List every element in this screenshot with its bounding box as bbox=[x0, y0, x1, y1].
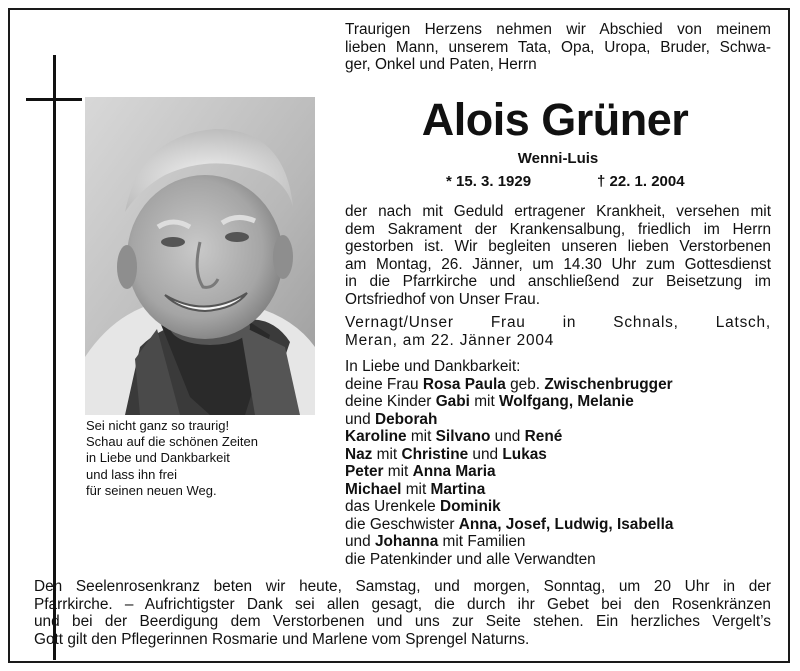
family-name: Christine bbox=[401, 445, 469, 463]
family-name: Wolfgang, Melanie bbox=[499, 393, 634, 410]
closing-line: Gott gilt den Pflegerinnen Rosmarie und Marlene vom Sprengel Naturns. bbox=[34, 630, 530, 648]
deceased-name: Alois Grüner bbox=[421, 94, 689, 145]
family-name: Naz bbox=[345, 445, 373, 463]
family-text: und bbox=[490, 428, 525, 445]
family-text: mit bbox=[406, 428, 436, 445]
intro-line: lieben Mann, unserem Tata, Opa, Uropa, Bruder, Schwa- bbox=[345, 38, 771, 56]
place-line: Vernagt/Unser Frau in Schnals, Latsch, bbox=[345, 314, 771, 331]
family-text: mit bbox=[469, 393, 499, 410]
family-line bbox=[345, 463, 771, 481]
announcement-text bbox=[345, 203, 771, 308]
portrait-photo bbox=[85, 97, 315, 415]
family-line bbox=[345, 446, 771, 464]
family-text: und bbox=[468, 445, 503, 463]
family-name: Peter bbox=[345, 463, 384, 480]
family-line bbox=[345, 516, 771, 534]
family-line bbox=[345, 551, 771, 569]
family-name: Anna, Josef, Ludwig, Isabella bbox=[458, 515, 674, 533]
family-text: die Patenkinder und alle Verwandten bbox=[345, 550, 596, 568]
announcement-line: in die Pfarrkirche und anschließend zur Beisetzung im bbox=[345, 273, 771, 290]
family-text: mit bbox=[372, 445, 402, 463]
family-text: mit bbox=[401, 480, 431, 498]
family-name: Rosa Paula bbox=[422, 375, 506, 393]
announcement-line: am Montag, 26. Jänner, um 14.30 Uhr zum Gottesdienst bbox=[345, 255, 771, 273]
family-text: deine Kinder bbox=[345, 393, 436, 410]
family-line bbox=[345, 393, 771, 411]
family-name: Lukas bbox=[502, 445, 547, 463]
family-list bbox=[345, 358, 771, 568]
intro-line: Traurigen Herzens nehmen wir Abschied von meinem bbox=[345, 21, 771, 38]
family-text: In Liebe und Dankbarkeit: bbox=[345, 358, 521, 375]
family-text: die Geschwister bbox=[345, 515, 459, 533]
family-name: Zwischenbrugger bbox=[544, 375, 673, 393]
family-line bbox=[345, 481, 771, 499]
family-text: geb. bbox=[505, 375, 545, 393]
family-line bbox=[345, 358, 771, 376]
family-name: Karoline bbox=[345, 428, 407, 445]
family-text: das Urenkele bbox=[345, 498, 440, 515]
family-text: deine Frau bbox=[345, 375, 423, 393]
poem-line: Sei nicht ganz so traurig! bbox=[86, 418, 230, 433]
family-line bbox=[345, 411, 771, 429]
family-line bbox=[345, 533, 771, 551]
family-name: Gabi bbox=[435, 393, 470, 410]
closing-line: Den Seelenrosenkranz beten wir heute, Samstag, und morgen, Sonntag, um 20 Uhr in der bbox=[34, 578, 771, 595]
family-name: Deborah bbox=[374, 410, 438, 428]
place-line: Meran, am 22. Jänner 2004 bbox=[345, 331, 555, 349]
family-line bbox=[345, 498, 771, 516]
cross-icon bbox=[53, 55, 56, 660]
family-line bbox=[345, 428, 771, 446]
poem-line: Schau auf die schönen Zeiten bbox=[86, 434, 259, 450]
family-name: Dominik bbox=[439, 498, 501, 515]
closing-line: Pfarrkirche. – Aufrichtigster Dank sei allen gesagt, die durch ihr Gebet bei den Rosenkränzen bbox=[34, 595, 771, 613]
birth-date: * 15. 3. 1929 bbox=[446, 173, 532, 190]
family-name: Silvano bbox=[435, 428, 491, 445]
nickname: Wenni-Luis bbox=[517, 150, 599, 167]
family-text: mit bbox=[383, 463, 413, 480]
poem-line: in Liebe und Dankbarkeit bbox=[86, 450, 230, 466]
family-name: Johanna bbox=[374, 533, 439, 550]
family-name: Anna Maria bbox=[412, 463, 496, 480]
cross-icon-bar bbox=[26, 98, 82, 101]
family-line bbox=[345, 376, 771, 394]
death-date: † 22. 1. 2004 bbox=[597, 173, 685, 190]
family-text: und bbox=[345, 533, 375, 550]
family-name: Martina bbox=[430, 480, 486, 498]
closing-text bbox=[34, 578, 771, 648]
place-date bbox=[345, 314, 771, 349]
announcement-line: der nach mit Geduld ertragener Krankheit, versehen mit bbox=[345, 203, 771, 220]
announcement-line: dem Sakrament der Krankensalbung, friedlich im Herrn bbox=[345, 220, 771, 238]
poem bbox=[86, 418, 316, 499]
family-name: Michael bbox=[345, 480, 402, 498]
announcement-line: gestorben ist. Wir begleiten unseren lieben Verstorbenen bbox=[345, 238, 771, 255]
family-text: und bbox=[345, 410, 375, 428]
family-name: René bbox=[524, 428, 563, 445]
announcement-line: Ortsfriedhof von Unser Frau. bbox=[345, 290, 541, 308]
poem-line: und lass ihn frei bbox=[86, 466, 178, 482]
intro-line: ger, Onkel und Paten, Herrn bbox=[345, 56, 537, 73]
closing-line: und bei der Beerdigung dem Verstorbenen und uns zur Seite stehen. Ein herzliches Vergelt’s bbox=[34, 613, 771, 630]
intro-text bbox=[345, 21, 771, 74]
poem-line: für seinen neuen Weg. bbox=[86, 482, 217, 498]
family-text: mit Familien bbox=[438, 533, 526, 550]
